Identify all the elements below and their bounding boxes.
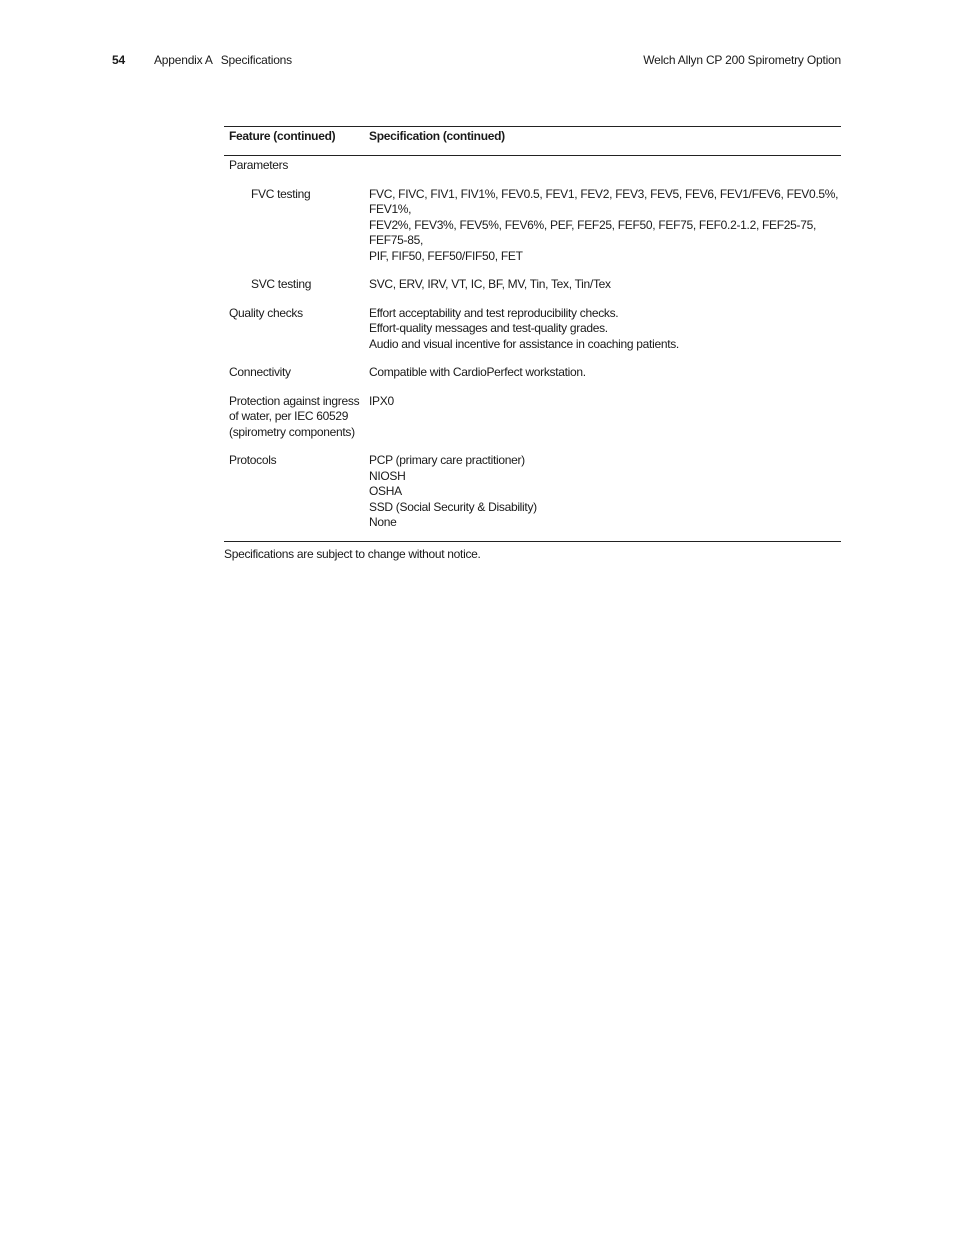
- spec-line: PIF, FIF50, FEF50/FIF50, FET: [369, 248, 523, 263]
- spec-line: OSHA: [369, 484, 402, 498]
- spec-line: SVC, ERV, IRV, VT, IC, BF, MV, Tin, Tex, Tin/Tex: [369, 277, 611, 291]
- table-header-row: [224, 127, 841, 156]
- feature-line: of water, per IEC 60529: [229, 409, 349, 423]
- feature-cell: Protocols: [224, 446, 369, 541]
- spec-line: FVC, FIVC, FIV1, FIV1%, FEV0.5, FEV1, FEV2, FEV3, FEV5, FEV6, FEV1/FEV6, FEV0.5%, FEV1%,: [369, 186, 839, 216]
- spec-line: None: [369, 515, 397, 529]
- feature-cell: Connectivity: [229, 365, 291, 379]
- spec-cell: [369, 156, 841, 180]
- table-row: [224, 387, 841, 447]
- feature-cell: SVC testing: [251, 277, 312, 291]
- spec-cell: [369, 446, 841, 541]
- chapter-name: Appendix A: [154, 53, 213, 67]
- column-header-feature: Feature (continued): [224, 127, 369, 156]
- feature-cell: Quality checks: [229, 305, 303, 320]
- table-row: [224, 156, 841, 180]
- feature-line: Protection against ingress: [229, 393, 360, 408]
- spec-line: Effort-quality messages and test-quality grades.: [369, 321, 608, 335]
- spec-line: Audio and visual incentive for assistance in coaching patients.: [369, 336, 679, 351]
- table-row: [224, 299, 841, 359]
- spec-line: NIOSH: [369, 468, 406, 483]
- specifications-table: [224, 126, 841, 542]
- spec-cell: [369, 180, 841, 271]
- spec-line: IPX0: [369, 393, 394, 408]
- table-row: [224, 180, 841, 271]
- spec-cell: [369, 387, 841, 447]
- spec-line: FEV2%, FEV3%, FEV5%, FEV6%, PEF, FEF25, FEF50, FEF75, FEF0.2-1.2, FEF25-75, FEF75-85,: [369, 217, 816, 247]
- table-row: [224, 446, 841, 541]
- spec-line: SSD (Social Security & Disability): [369, 499, 537, 514]
- spec-cell: [369, 358, 841, 387]
- spec-line: PCP (primary care practitioner): [369, 453, 525, 467]
- feature-cell: [224, 387, 369, 447]
- feature-line: (spirometry components): [229, 424, 355, 439]
- section-name: Specifications: [220, 53, 292, 67]
- feature-cell: FVC testing: [251, 186, 311, 201]
- page-number: 54: [112, 53, 125, 67]
- spec-cell: [369, 299, 841, 359]
- spec-line: Compatible with CardioPerfect workstation.: [369, 365, 586, 379]
- footnote: Specifications are subject to change without notice.: [224, 547, 481, 561]
- spec-cell: [369, 270, 841, 299]
- feature-cell: Parameters: [229, 158, 289, 172]
- chapter-label: [154, 53, 292, 67]
- page-header: [0, 53, 954, 69]
- table-row: [224, 270, 841, 299]
- spec-line: Effort acceptability and test reproducibility checks.: [369, 305, 619, 320]
- table-row: [224, 358, 841, 387]
- document-title: Welch Allyn CP 200 Spirometry Option: [643, 53, 841, 67]
- column-header-specification: Specification (continued): [369, 127, 841, 156]
